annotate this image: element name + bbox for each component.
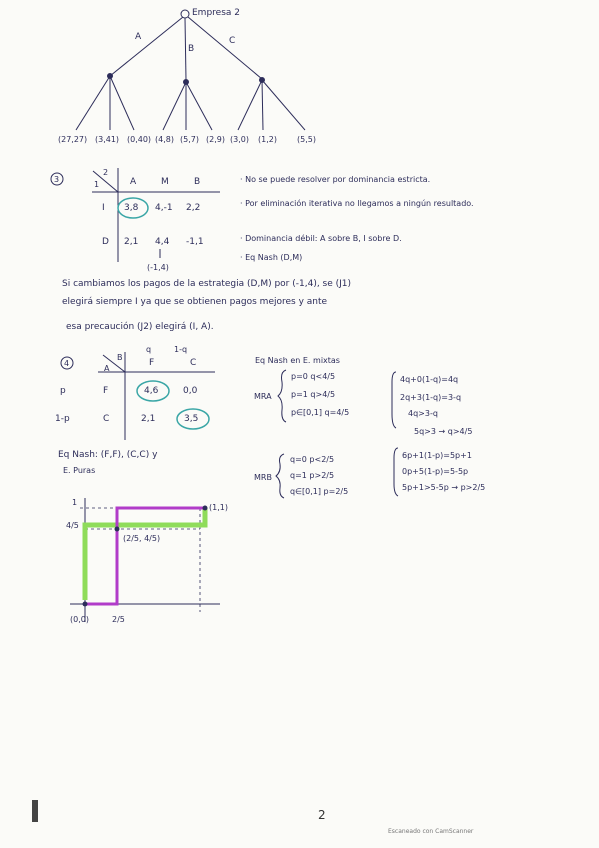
ex3-col-header: M bbox=[161, 177, 169, 187]
ex4-calc-b: 5p+1>5-5p → p>2/5 bbox=[402, 483, 486, 492]
point-origin bbox=[83, 602, 88, 607]
ex3-cell: 2,1 bbox=[124, 237, 139, 247]
ex3-note: · No se puede resolver por dominancia estricta. bbox=[240, 175, 431, 184]
tree-branch-c: C bbox=[229, 36, 236, 46]
ex4-eq-nash-sub: E. Puras bbox=[63, 466, 96, 475]
ex4-col-header: C bbox=[190, 358, 197, 368]
payoff: (4,8) bbox=[155, 135, 174, 144]
ex4-mixed-title: Eq Nash en E. mixtas bbox=[255, 356, 340, 365]
scan-edge-mark bbox=[32, 800, 38, 822]
tree-root-label: Empresa 2 bbox=[192, 8, 240, 18]
ex3-cell: 3,8 bbox=[124, 203, 139, 213]
point-top-right bbox=[203, 506, 208, 511]
ex4-row-label: F bbox=[103, 386, 109, 396]
ex4-row-label: C bbox=[103, 414, 110, 424]
ex4-mra-label: MRA bbox=[254, 392, 272, 401]
ex3-cell: 4,4 bbox=[155, 237, 170, 247]
ex3-new-payoff: (-1,4) bbox=[147, 263, 169, 272]
ex3-col-header: A bbox=[130, 177, 137, 187]
ex4-row-prob: 1-p bbox=[55, 414, 70, 424]
payoff: (3,0) bbox=[230, 135, 249, 144]
payoff: (5,7) bbox=[180, 135, 199, 144]
payoff: (1,2) bbox=[258, 135, 277, 144]
graph-label-intersection: (2/5, 4/5) bbox=[123, 534, 161, 543]
mrb-brace bbox=[276, 454, 284, 498]
ex4-calc-a: 4q+0(1-q)=4q bbox=[400, 375, 459, 384]
ex3-number: 3 bbox=[54, 175, 60, 184]
ex3-note: · Eq Nash (D,M) bbox=[240, 253, 303, 262]
ex4-prob-q: q bbox=[146, 345, 152, 354]
ex4-cell: 0,0 bbox=[183, 386, 198, 396]
graph-label-x-mark: 2/5 bbox=[112, 615, 125, 624]
payoff: (0,40) bbox=[127, 135, 152, 144]
ex4-calc-a: 4q>3-q bbox=[408, 409, 438, 418]
ex3-corner-left: 1 bbox=[94, 180, 100, 189]
ex3-corner-top: 2 bbox=[103, 168, 109, 177]
ex4-calc-a: 2q+3(1-q)=3-q bbox=[400, 393, 462, 402]
ex4-cell: 2,1 bbox=[141, 414, 156, 424]
ex4-eq-nash: Eq Nash: (F,F), (C,C) y bbox=[58, 450, 158, 460]
ex3-cell: -1,1 bbox=[186, 237, 204, 247]
mra-brace bbox=[278, 370, 286, 422]
game-tree bbox=[76, 10, 305, 130]
ex4-mra-line: p=1 q>4/5 bbox=[291, 390, 336, 399]
ex4-mrb-line: q=0 p<2/5 bbox=[290, 455, 335, 464]
ex4-table-lines bbox=[61, 352, 398, 498]
graph-tick-1: 1 bbox=[72, 498, 78, 507]
payoff: (2,9) bbox=[206, 135, 225, 144]
root-node bbox=[181, 10, 189, 18]
ex4-calc-a: 5q>3 → q>4/5 bbox=[414, 427, 473, 436]
ex4-corner-top: B bbox=[117, 353, 123, 362]
ex4-mra-line: p=0 q<4/5 bbox=[291, 372, 336, 381]
tree-branch-b: B bbox=[188, 44, 195, 54]
graph-label-y-mark: 4/5 bbox=[66, 521, 79, 530]
ex4-col-header: F bbox=[149, 358, 155, 368]
ex4-cell: 4,6 bbox=[144, 386, 159, 396]
ex4-mrb-label: MRB bbox=[254, 473, 272, 482]
ex4-mra-line: p∈[0,1] q=4/5 bbox=[291, 408, 350, 417]
best-response-graph bbox=[70, 498, 220, 622]
ex3-cell: 2,2 bbox=[186, 203, 201, 213]
ex3-row-label: D bbox=[102, 237, 109, 247]
graph-label-origin: (0,0) bbox=[70, 615, 89, 624]
ex4-calc-b: 6p+1(1-p)=5p+1 bbox=[402, 451, 472, 460]
graph-label-top-right: (1,1) bbox=[209, 503, 228, 512]
ex4-cell: 3,5 bbox=[184, 414, 199, 424]
ex3-note: · Por eliminación iterativa no llegamos a ningún resultado. bbox=[240, 199, 474, 208]
payoff: (5,5) bbox=[297, 135, 316, 144]
ex3-paragraph-line: esa precaución (J2) elegirá (I, A). bbox=[66, 322, 214, 332]
calc-a-bracket bbox=[392, 372, 396, 428]
ex3-row-label: I bbox=[102, 203, 105, 213]
scanner-watermark: Escaneado con CamScanner bbox=[388, 828, 474, 835]
ex4-mrb-line: q=1 p>2/5 bbox=[290, 471, 335, 480]
ex3-note: · Dominancia débil: A sobre B, I sobre D. bbox=[240, 234, 402, 243]
ex3-paragraph-line: elegirá siempre I ya que se obtienen pagos mejores y ante bbox=[62, 297, 328, 307]
ex4-prob-1-q: 1-q bbox=[174, 345, 188, 354]
payoff: (27,27) bbox=[58, 135, 88, 144]
ex3-cell: 4,-1 bbox=[155, 203, 173, 213]
payoff: (3,41) bbox=[95, 135, 120, 144]
response-curve-a bbox=[85, 508, 205, 604]
ex4-corner-left: A bbox=[104, 364, 110, 373]
response-curve-b bbox=[85, 508, 205, 600]
ex3-paragraph-line: Si cambiamos los pagos de la estrategia (D,M) por (-1,4), se (J1) bbox=[62, 279, 352, 289]
ex4-calc-b: 0p+5(1-p)=5-5p bbox=[402, 467, 469, 476]
ex3-col-header: B bbox=[194, 177, 201, 187]
tree-branch-a: A bbox=[135, 32, 142, 42]
calc-b-bracket bbox=[394, 448, 398, 496]
ex4-number: 4 bbox=[64, 359, 70, 368]
ex4-row-prob: p bbox=[60, 386, 66, 396]
point-mixed bbox=[115, 527, 120, 532]
ex4-mrb-line: q∈[0,1] p=2/5 bbox=[290, 487, 349, 496]
page-number: 2 bbox=[318, 808, 326, 822]
